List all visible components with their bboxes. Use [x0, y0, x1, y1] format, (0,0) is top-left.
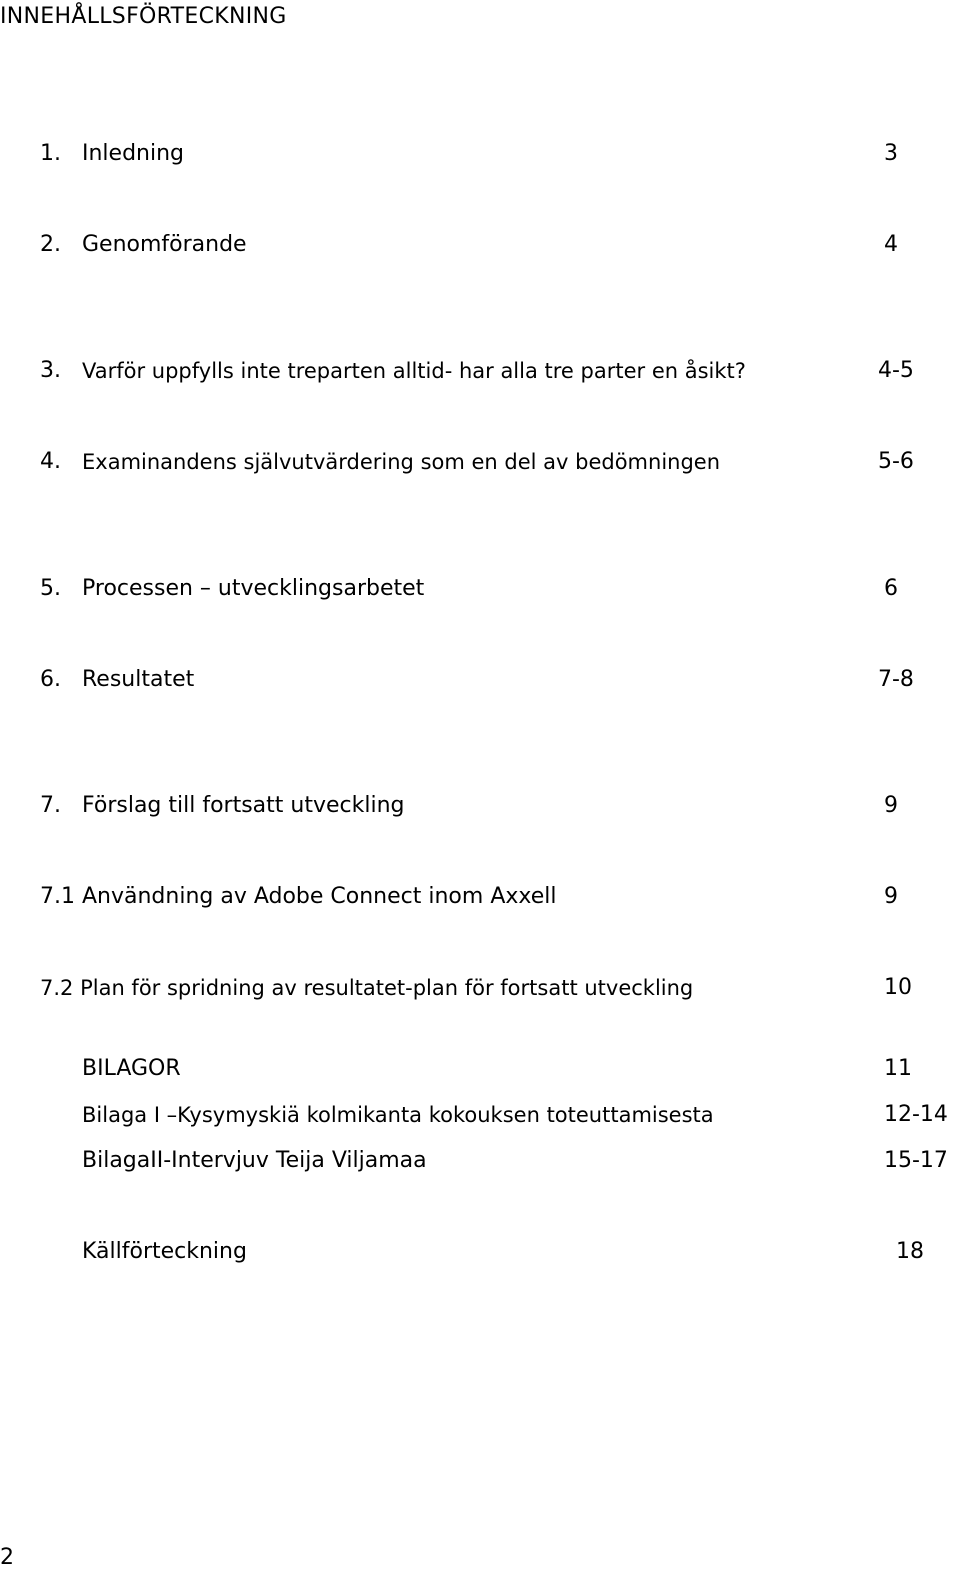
- toc-entry-bilaga-1: [0, 1100, 960, 1130]
- toc-entry-number: 3.: [40, 358, 61, 383]
- toc-entry-page: 4: [884, 232, 898, 257]
- toc-entry-2: [0, 230, 960, 260]
- toc-entry-label: Examinandens självutvärdering som en del av bedömningen: [82, 450, 721, 474]
- toc-entry-number: 7.: [40, 793, 61, 818]
- toc-entry-label: Processen – utvecklingsarbetet: [82, 576, 425, 601]
- toc-entry-6: [0, 665, 960, 695]
- toc-entry-number: 5.: [40, 576, 61, 601]
- toc-entry-number: 6.: [40, 667, 61, 692]
- toc-entry-bilagor: [0, 1054, 960, 1084]
- toc-entry-7-2: [0, 973, 960, 1003]
- toc-entry-page: 7-8: [878, 667, 914, 692]
- toc-entry-page: 3: [884, 141, 898, 166]
- toc-entry-3: [0, 356, 960, 386]
- toc-entry-label: BilagaII-Intervjuv Teija Viljamaa: [82, 1148, 427, 1173]
- toc-entry-label: 7.2 Plan för spridning av resultatet-plan för fortsatt utveckling: [40, 976, 694, 1000]
- toc-entry-label: Inledning: [82, 141, 185, 166]
- toc-entry-page: 12-14: [884, 1102, 948, 1127]
- toc-entry-7-1: [0, 882, 960, 912]
- toc-entry-page: 15-17: [884, 1148, 948, 1173]
- toc-entry-page: 9: [884, 793, 898, 818]
- toc-entry-7: [0, 791, 960, 821]
- toc-entry-page: 5-6: [878, 449, 914, 474]
- toc-entry-5: [0, 574, 960, 604]
- page-number: 2: [0, 1545, 14, 1570]
- toc-entry-label: 7.1 Användning av Adobe Connect inom Axxell: [40, 884, 557, 909]
- toc-entry-number: 1.: [40, 141, 61, 166]
- toc-entry-label: Varför uppfylls inte treparten alltid- har alla tre parter en åsikt?: [82, 359, 746, 383]
- toc-entry-page: 6: [884, 576, 898, 601]
- toc-entry-page: 4-5: [878, 358, 914, 383]
- toc-entry-label: BILAGOR: [82, 1056, 181, 1081]
- toc-entry-label: Förslag till fortsatt utveckling: [82, 793, 405, 818]
- toc-entry-page: 18: [896, 1239, 924, 1264]
- toc-entry-label: Bilaga I –Kysymyskiä kolmikanta kokouksen toteuttamisesta: [82, 1103, 714, 1127]
- toc-entry-number: 2.: [40, 232, 61, 257]
- page-title: INNEHÅLLSFÖRTECKNING: [0, 4, 287, 29]
- toc-entry-page: 9: [884, 884, 898, 909]
- toc-entry-4: [0, 447, 960, 477]
- toc-entry-kallforteckning: [0, 1237, 960, 1267]
- toc-entry-label: Resultatet: [82, 667, 195, 692]
- toc-entry-label: Källförteckning: [82, 1239, 247, 1264]
- toc-entry-bilaga-2: [0, 1146, 960, 1176]
- toc-entry-page: 11: [884, 1056, 912, 1081]
- toc-entry-number: 4.: [40, 449, 61, 474]
- toc-entry-label: Genomförande: [82, 232, 247, 257]
- toc-entry-1: [0, 139, 960, 169]
- toc-entry-page: 10: [884, 975, 912, 1000]
